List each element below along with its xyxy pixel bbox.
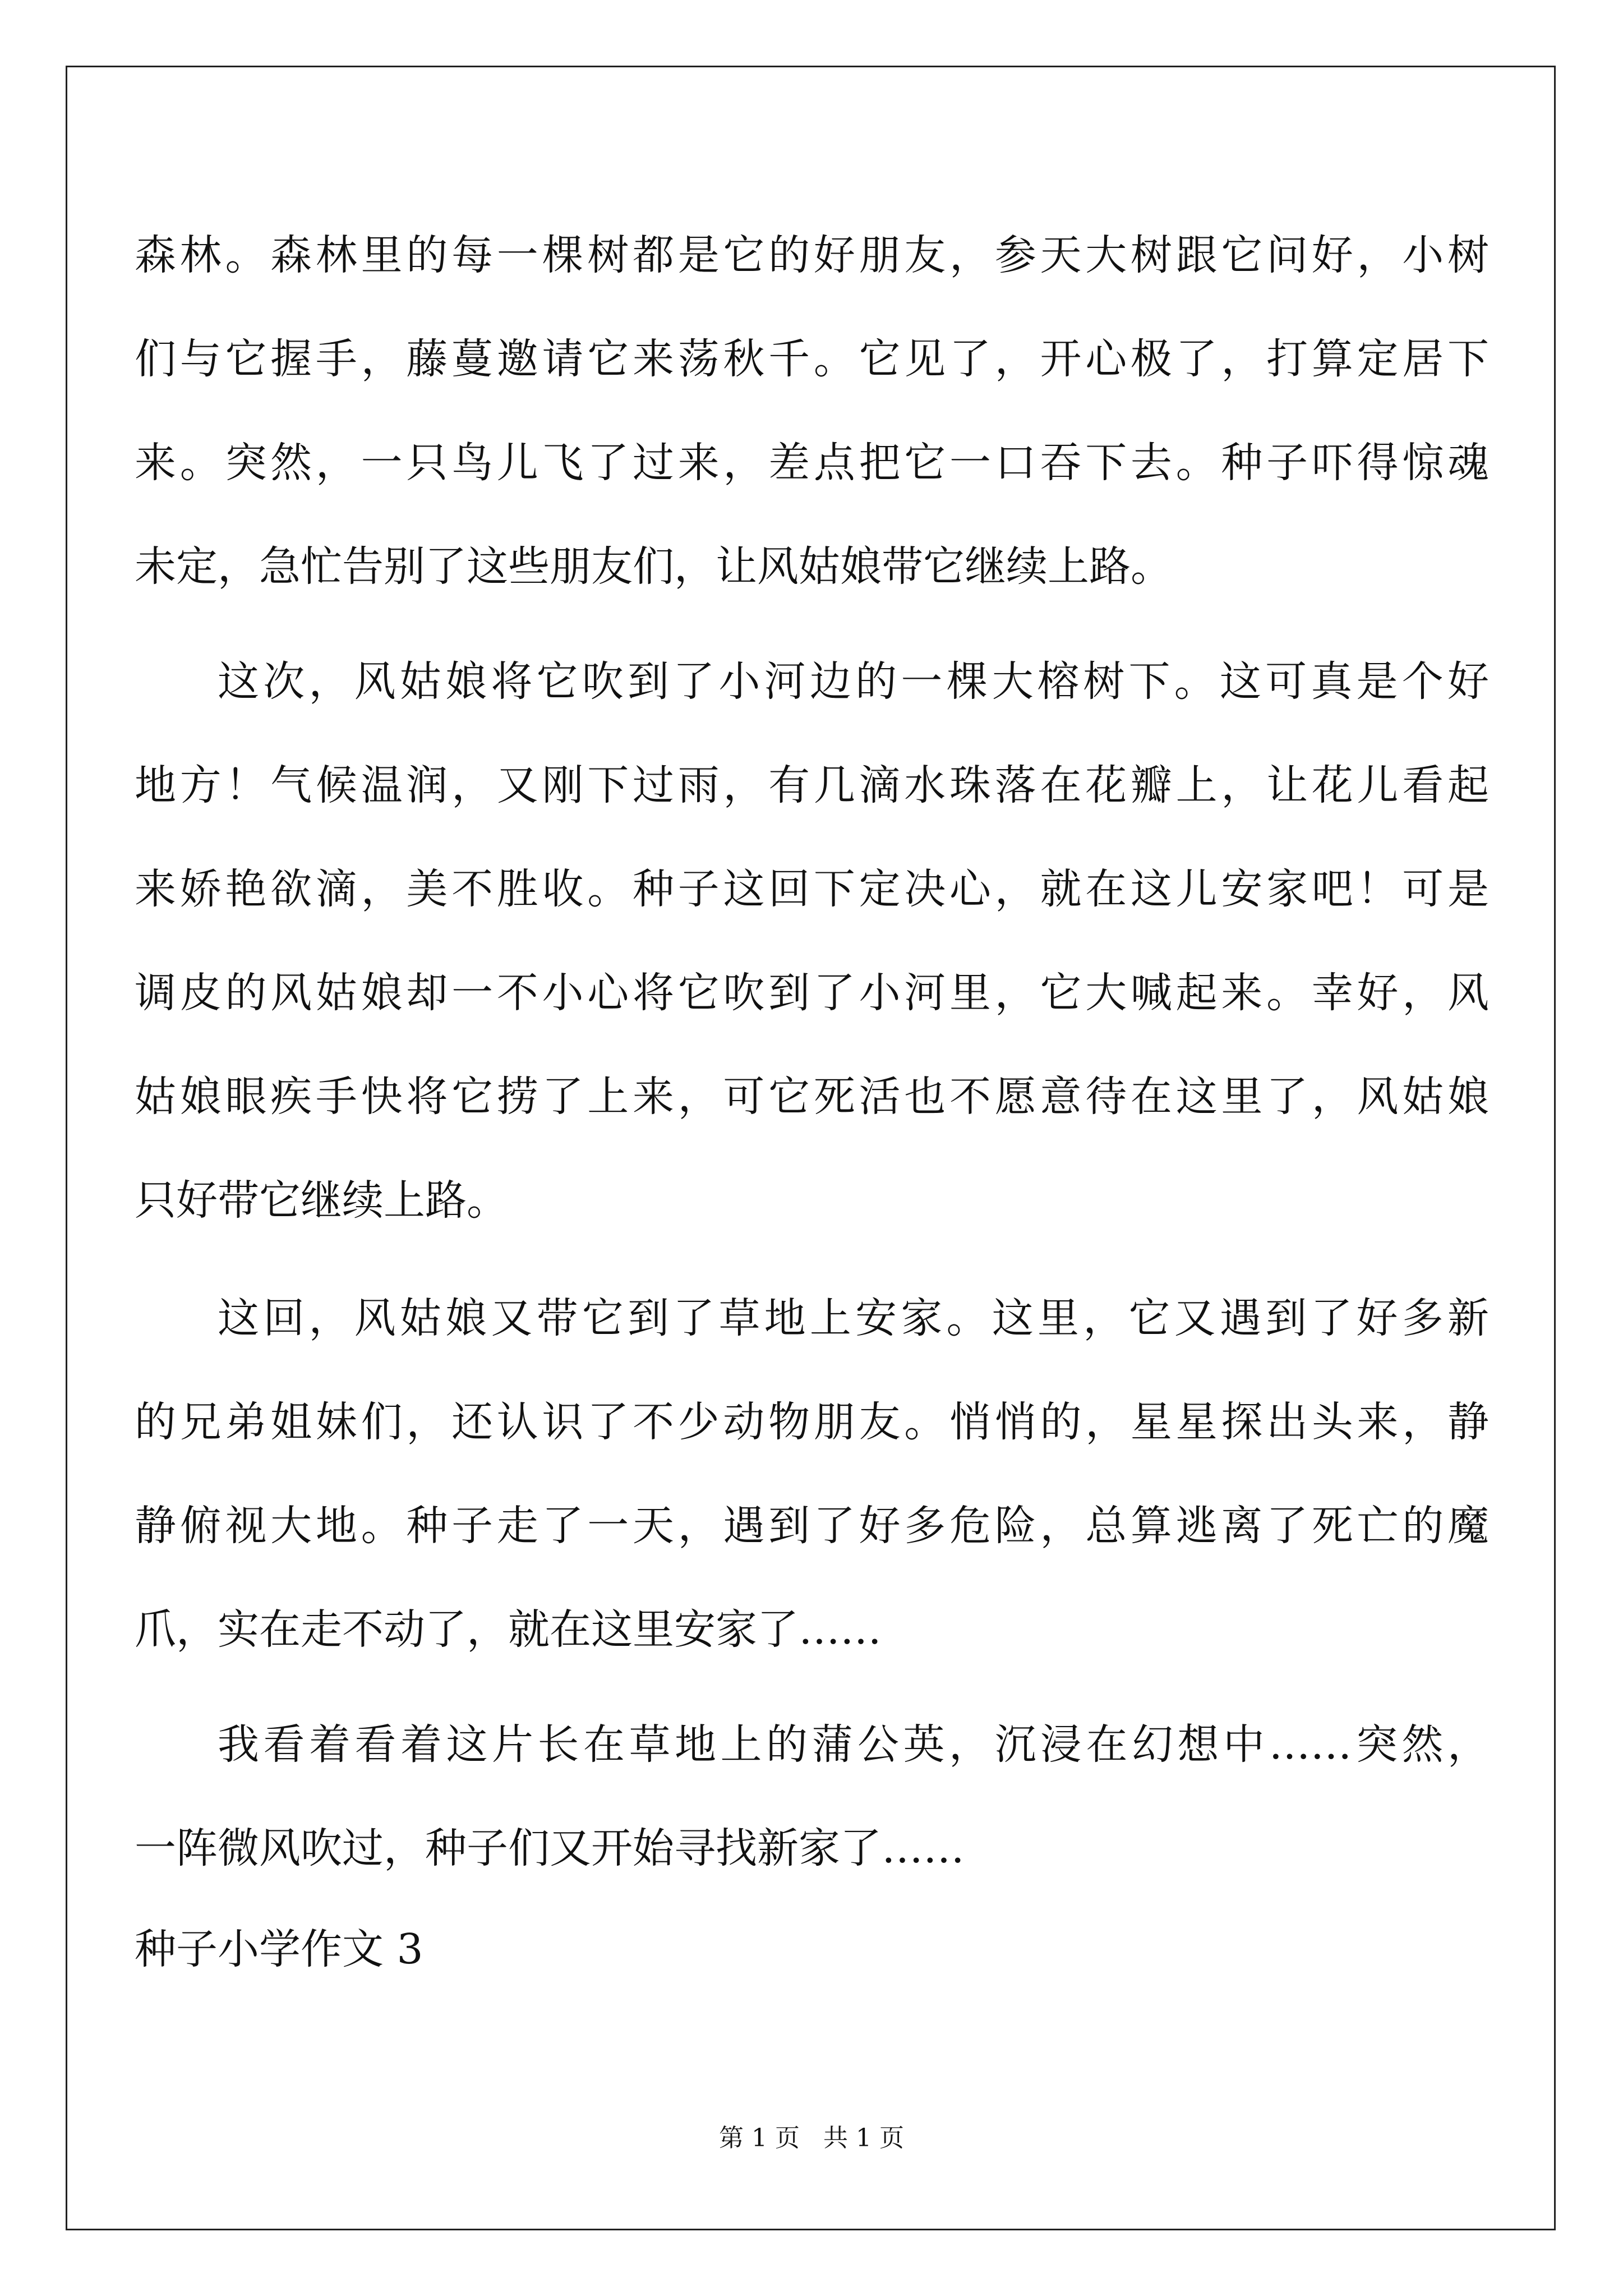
paragraph-1-line-2: 们与它握手，藤蔓邀请它来荡秋千。它见了，开心极了，打算定居下: [135, 335, 1489, 383]
paragraph-1-line-4: 未定，急忙告别了这些朋友们，让风姑娘带它继续上路。: [135, 542, 1172, 591]
page-footer: 第 1 页 共 1 页: [719, 2124, 904, 2152]
paragraph-2-line-4: 调皮的风姑娘却一不小心将它吹到了小河里，它大喊起来。幸好，风: [135, 969, 1489, 1017]
paragraph-2-line-1: 这次，风姑娘将它吹到了小河边的一棵大榕树下。这可真是个好: [218, 657, 1489, 706]
paragraph-1-line-3: 来。突然，一只鸟儿飞了过来，差点把它一口吞下去。种子吓得惊魂: [135, 439, 1489, 487]
paragraph-4-line-1: 我看着看着这片长在草地上的蒲公英，沉浸在幻想中……突然，: [218, 1720, 1489, 1769]
paragraph-2-line-3: 来娇艳欲滴，美不胜收。种子这回下定决心，就在这儿安家吧！可是: [135, 865, 1489, 913]
paragraph-4-line-2: 一阵微风吹过，种子们又开始寻找新家了……: [135, 1824, 965, 1872]
paragraph-3-line-1: 这回，风姑娘又带它到了草地上安家。这里，它又遇到了好多新: [218, 1294, 1489, 1342]
paragraph-3-line-4: 爪，实在走不动了，就在这里安家了……: [135, 1605, 882, 1654]
section-heading: 种子小学作文 3: [135, 1925, 423, 1973]
paragraph-3-line-2: 的兄弟姐妹们，还认识了不少动物朋友。悄悄的，星星探出头来，静: [135, 1398, 1489, 1446]
paragraph-1-line-1: 森林。森林里的每一棵树都是它的好朋友，参天大树跟它问好，小树: [135, 231, 1489, 279]
paragraph-2-line-5: 姑娘眼疾手快将它捞了上来，可它死活也不愿意待在这里了，风姑娘: [135, 1073, 1489, 1121]
paragraph-3-line-3: 静俯视大地。种子走了一天，遇到了好多危险，总算逃离了死亡的魔: [135, 1502, 1489, 1550]
page-border: [66, 66, 1556, 2230]
paragraph-2-line-2: 地方！气候温润，又刚下过雨，有几滴水珠落在花瓣上，让花儿看起: [135, 761, 1489, 809]
paragraph-2-line-6: 只好带它继续上路。: [135, 1176, 508, 1225]
